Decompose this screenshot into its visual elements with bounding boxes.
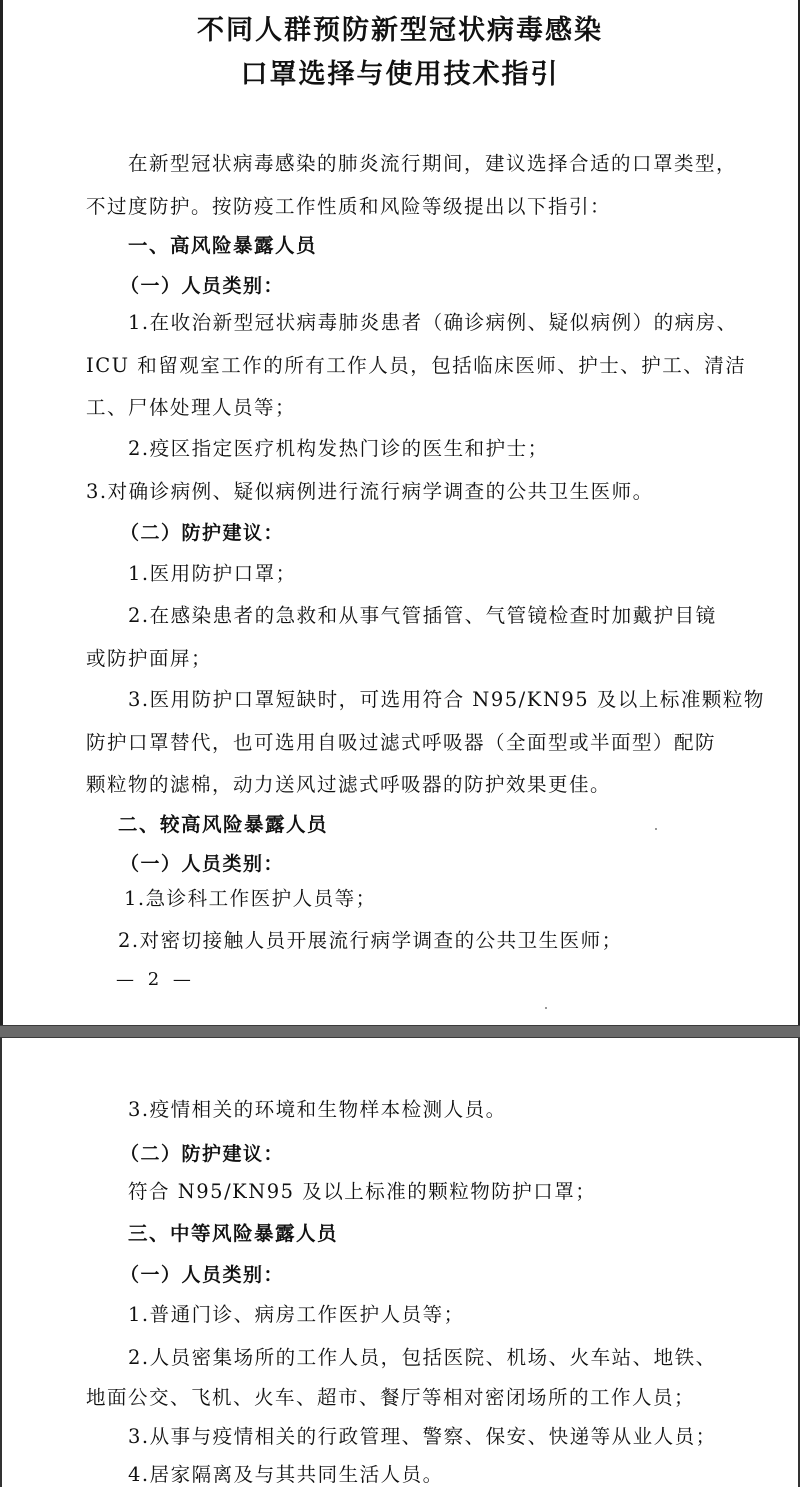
section-2-rec-1: 符合 N95/KN95 及以上标准的颗粒物防护口罩； (128, 1180, 597, 1203)
section-1-rec-3-line-1: 3.医用防护口罩短缺时，可选用符合 N95/KN95 及以上标准颗粒物 (128, 688, 765, 711)
section-1-item-1-line-1: 1.在收治新型冠状病毒肺炎患者（确诊病例、疑似病例）的病房、 (128, 311, 738, 334)
section-3-heading: 三、中等风险暴露人员 (128, 1222, 339, 1245)
section-2-item-1: 1.急诊科工作医护人员等； (124, 887, 377, 910)
section-1-rec-3-line-3: 颗粒物的滤棉，动力送风过滤式呼吸器的防护效果更佳。 (86, 773, 612, 796)
document-page-2 (0, 1038, 800, 1487)
section-1-item-1-line-3: 工、尸体处理人员等； (86, 396, 297, 419)
intro-line-1: 在新型冠状病毒感染的肺炎流行期间，建议选择合适的口罩类型， (128, 152, 738, 175)
section-1-item-3: 3.对确诊病例、疑似病例进行流行病学调查的公共卫生医师。 (86, 480, 654, 503)
section-1-heading: 一、高风险暴露人员 (128, 234, 318, 257)
page-edge-left (0, 0, 3, 1025)
section-1-rec-1: 1.医用防护口罩； (128, 562, 297, 585)
section-2-item-3: 3.疫情相关的环境和生物样本检测人员。 (128, 1098, 507, 1121)
scan-speck (655, 828, 657, 830)
page-separator (0, 1025, 800, 1038)
section-1-item-2: 2.疫区指定医疗机构发热门诊的医生和护士； (128, 437, 549, 460)
section-3-item-1: 1.普通门诊、病房工作医护人员等； (128, 1303, 465, 1326)
section-1-item-1-line-2: ICU 和留观室工作的所有工作人员，包括临床医师、护士、护工、清洁 (86, 354, 747, 377)
page-2-edge-left (0, 1038, 2, 1487)
intro-line-2: 不过度防护。按防疫工作性质和风险等级提出以下指引： (86, 195, 612, 218)
document-title-line-1: 不同人群预防新型冠状病毒感染 (197, 15, 603, 46)
section-3-item-3: 3.从事与疫情相关的行政管理、警察、保安、快递等从业人员； (128, 1425, 717, 1448)
scan-speck (545, 1007, 547, 1009)
document-title-line-2: 口罩选择与使用技术指引 (240, 59, 560, 90)
section-3-item-2-line-1: 2.人员密集场所的工作人员，包括医院、机场、火车站、地铁、 (128, 1346, 717, 1369)
section-1-sub1-heading: （一）人员类别： (120, 275, 285, 297)
section-3-sub1-heading: （一）人员类别： (120, 1264, 285, 1286)
section-2-sub1-heading: （一）人员类别： (120, 853, 285, 875)
page-number: — 2 — (116, 969, 195, 990)
section-1-rec-2-line-2: 或防护面屏； (86, 647, 213, 670)
section-2-heading: 二、较高风险暴露人员 (118, 813, 329, 836)
section-2-item-2: 2.对密切接触人员开展流行病学调查的公共卫生医师； (118, 929, 623, 952)
section-1-rec-2-line-1: 2.在感染患者的急救和从事气管插管、气管镜检查时加戴护目镜 (128, 604, 717, 627)
section-3-item-2-line-2: 地面公交、飞机、火车、超市、餐厅等相对密闭场所的工作人员； (86, 1386, 696, 1409)
section-1-rec-3-line-2: 防护口罩替代，也可选用自吸过滤式呼吸器（全面型或半面型）配防 (86, 731, 717, 754)
section-1-sub2-heading: （二）防护建议： (120, 522, 285, 544)
section-3-item-4: 4.居家隔离及与其共同生活人员。 (128, 1463, 444, 1486)
section-2-sub2-heading: （二）防护建议： (120, 1143, 285, 1165)
